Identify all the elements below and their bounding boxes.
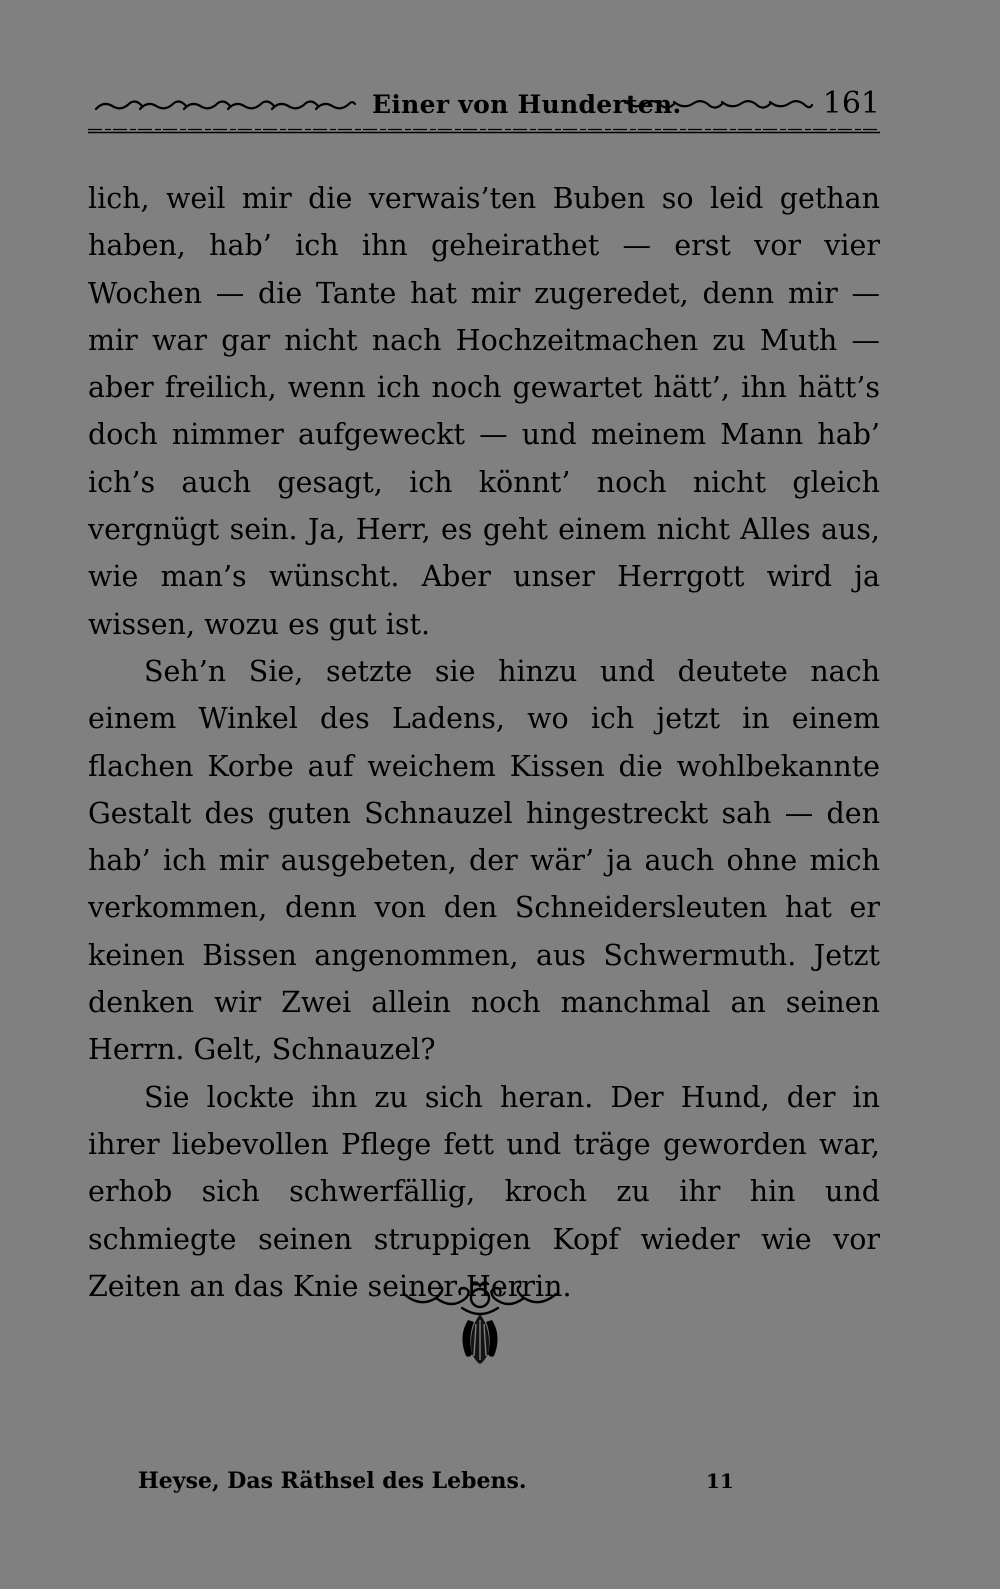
leaf-ornament-icon [624, 98, 814, 112]
paragraph: Sie lockte ihn zu sich heran. Der Hund, der in ihrer liebevollen Pflege fett und träge geworden war, erhob sich schwerfällig, kroch zu ihr hin und schmiegte seinen struppigen Kopf wieder wie vor Zeiten an das Knie seiner Herrin. [88, 1080, 880, 1303]
body-text [88, 175, 880, 1310]
page-number: 161 [822, 86, 880, 121]
signature-mark: 11 [706, 1469, 734, 1493]
paragraph: Seh’n Sie, setzte sie hinzu und deutete nach einem Winkel des Ladens, wo ich jetzt in einem flachen Korbe auf weichem Kissen die wohlbekannte Gestalt des guten Schnauzel hingestreckt sah — den hab’ ich mir ausgebeten, der wär’ ja auch ohne mich verkommen, denn von den Schneidersleuten hat er keinen Bissen angenommen, aus Schwermuth. Jetzt denken wir Zwei allein noch manchmal an seinen Herrn. Gelt, Schnauzel? [88, 654, 880, 1067]
paragraph: lich, weil mir die verwais’ten Buben so leid gethan haben, hab’ ich ihn geheirathet — erst vor vier Wochen — die Tante hat mir zugeredet, denn mir — mir war gar nicht nach Hochzeitmachen zu Muth — aber freilich, wenn ich noch gewartet hätt’, ihn hätt’s doch nimmer aufgeweckt — und meinem Mann hab’ ich’s auch gesagt, ich könnt’ noch nicht gleich vergnügt sein. Ja, Herr, es geht einem nicht Alles aus, wie man’s wünscht. Aber unser Herrgott wird ja wissen, wozu es gut ist. [88, 182, 880, 641]
running-head [88, 84, 880, 124]
leaf-ornament-icon [94, 98, 356, 112]
header-rule [88, 128, 880, 134]
printer-signature: Heyse, Das Räthsel des Lebens. [138, 1468, 527, 1494]
running-title: Einer von Hunderten. [372, 90, 682, 119]
floral-vignette-icon [400, 1280, 560, 1376]
